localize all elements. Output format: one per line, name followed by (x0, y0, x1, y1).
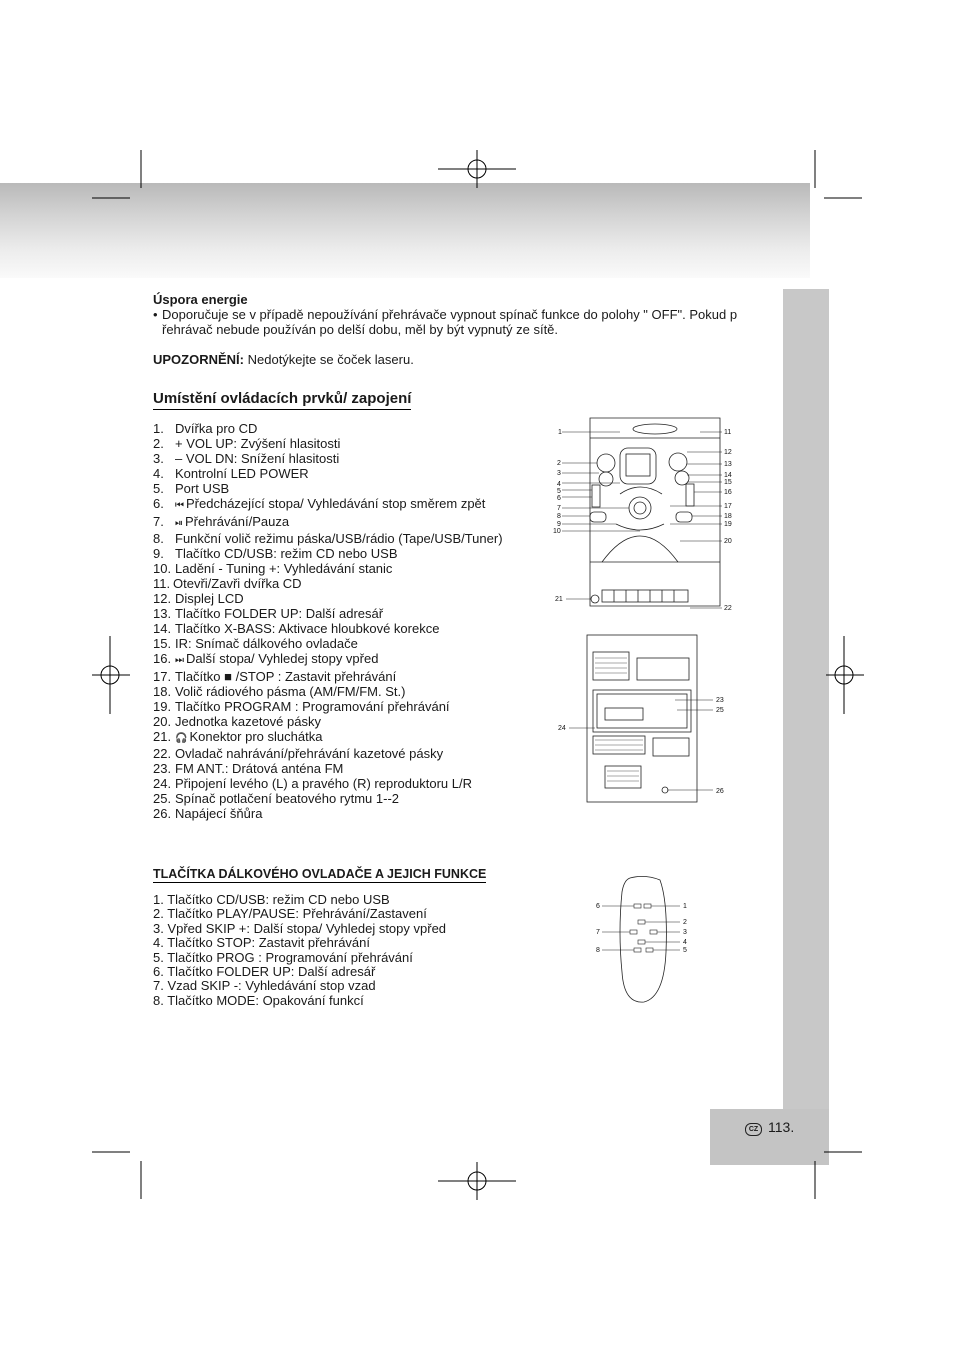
control-item-number: 1. (153, 421, 164, 436)
front-label-5: 5 (557, 488, 561, 495)
control-item-text: Spínač potlačení beatového rytmu 1--2 (175, 791, 400, 807)
control-item (153, 496, 503, 513)
remote-item: 1. Tlačítko CD/USB: režim CD nebo USB (153, 892, 390, 907)
front-label-8: 8 (557, 513, 561, 520)
control-item (153, 531, 503, 546)
front-label-7: 7 (557, 505, 561, 512)
control-item-text: Připojení levého (L) a pravého (R) reproduktoru L/R (175, 776, 472, 792)
control-item-text: Kontrolní LED POWER (175, 466, 309, 482)
control-item-text: Tlačítko PROGRAM : Programování přehrávání (175, 698, 450, 714)
control-item-text: Konektor pro sluchátka (189, 728, 323, 744)
energy-line-2: řehrávač nebude používán po delší dobu, měl by být vypnutý ze sítě. (162, 322, 559, 337)
control-item (153, 576, 503, 591)
front-label-19: 19 (724, 521, 732, 528)
front-label-18: 18 (724, 513, 732, 520)
control-item-text: Přehrávání/Pauza (185, 513, 290, 529)
control-item-text: Displej LCD (175, 591, 244, 607)
warning-text: Nedotýkejte se čoček laseru. (244, 352, 414, 367)
control-item-number: 24. (153, 776, 172, 792)
control-item-icon: ⏮ (175, 500, 182, 512)
control-item (153, 606, 503, 621)
control-item-text: Další stopa/ Vyhledej stopy vpřed (186, 651, 379, 667)
front-label-21: 21 (555, 596, 563, 603)
control-item-text: Otevři/Zavři dvířka CD (173, 575, 302, 591)
control-item (153, 546, 503, 561)
control-item-text: Napájecí šňůra (175, 806, 263, 822)
energy-line-1: Doporučuje se v případě nepoužívání přehrávače vypnout spínač funkce do polohy " OFF". Pokud p (162, 307, 738, 322)
control-item-number: 9. (153, 545, 164, 561)
control-item (153, 561, 503, 576)
control-item-text: – VOL DN: Snížení hlasitosti (175, 451, 340, 467)
control-item (153, 421, 503, 436)
remote-list (153, 893, 446, 1008)
remote-item: 4. Tlačítko STOP: Zastavit přehrávání (153, 935, 371, 951)
control-item-text: Port USB (175, 481, 230, 497)
remote-item: 6. Tlačítko FOLDER UP: Další adresář (153, 964, 376, 980)
control-item (153, 451, 503, 466)
front-label-11: 11 (724, 429, 732, 436)
control-item-text: Předcházející stopa/ Vyhledávání stop směrem zpět (186, 496, 486, 512)
control-item (153, 436, 503, 451)
control-item-text: Ovladač nahrávání/přehrávání kazetové pásky (175, 745, 444, 761)
control-item (153, 806, 503, 821)
control-item-text: + VOL UP: Zvýšení hlasitosti (175, 436, 341, 452)
control-item-text: IR: Snímač dálkového ovladače (175, 636, 358, 652)
remote-label-1: 1 (683, 903, 687, 910)
control-item (153, 591, 503, 606)
remote-title: TLAČÍTKA DÁLKOVÉHO OVLADAČE A JEJICH FUNKCE (153, 867, 487, 881)
control-item (153, 746, 503, 761)
remote-item: 5. Tlačítko PROG : Programování přehrávání (153, 949, 413, 965)
front-label-15: 15 (724, 479, 732, 486)
remote-label-7: 7 (596, 929, 600, 936)
control-item-number: 12. (153, 591, 172, 607)
front-label-14: 14 (724, 472, 732, 479)
warning-label: UPOZORNĚNÍ: (153, 352, 244, 367)
control-item (153, 651, 503, 668)
control-item-text: Volič rádiového pásma (AM/FM/FM. St.) (175, 683, 406, 699)
front-label-9: 9 (557, 521, 561, 528)
control-item (153, 514, 503, 531)
controls-list (153, 421, 503, 821)
remote-label-8: 8 (596, 947, 600, 954)
control-item (153, 729, 503, 746)
control-item-number: 6. (153, 496, 164, 512)
control-item-number: 18. (153, 683, 172, 699)
control-item (153, 636, 503, 651)
control-item-text: Tlačítko ■ /STOP : Zastavit přehrávání (175, 668, 397, 684)
control-item-text: Jednotka kazetové pásky (175, 713, 321, 729)
remote-item: 7. Vzad SKIP -: Vyhledávání stop vzad (153, 978, 376, 994)
page-number-text: 113. (768, 1119, 795, 1135)
control-item-text: FM ANT.: Drátová anténa FM (175, 761, 344, 777)
control-item (153, 466, 503, 481)
front-label-13: 13 (724, 461, 732, 468)
front-label-1: 1 (558, 429, 562, 436)
control-item-icon: ⏭ (175, 655, 182, 667)
back-label-24: 24 (558, 725, 566, 732)
front-panel-diagram (550, 412, 740, 617)
front-label-16: 16 (724, 489, 732, 496)
control-item-text: Tlačítko FOLDER UP: Další adresář (175, 606, 384, 622)
control-item-number: 5. (153, 481, 164, 497)
remote-item: 8. Tlačítko MODE: Opakování funkcí (153, 992, 364, 1008)
control-item-number: 7. (153, 513, 164, 529)
control-item-number: 23. (153, 761, 172, 777)
control-item-icon: ⏯ (175, 517, 181, 529)
control-item-number: 2. (153, 436, 164, 452)
remote-item: 3. Vpřed SKIP +: Další stopa/ Vyhledej stopy vpřed (153, 920, 447, 936)
control-item-text: Tlačítko X-BASS: Aktivace hloubkové korekce (175, 621, 440, 637)
control-item (153, 481, 503, 496)
control-item (153, 776, 503, 791)
control-item-number: 4. (153, 466, 164, 482)
control-item (153, 714, 503, 729)
remote-label-4: 4 (683, 939, 687, 946)
control-item-number: 22. (153, 745, 172, 761)
page-number (745, 1119, 794, 1136)
control-item-number: 3. (153, 451, 164, 467)
control-item-text: Funkční volič režimu páska/USB/rádio (Tape/USB/Tuner) (175, 530, 503, 546)
control-item-text: Tlačítko CD/USB: režim CD nebo USB (175, 545, 398, 561)
control-item-number: 14. (153, 621, 172, 637)
control-item (153, 791, 503, 806)
front-label-22: 22 (724, 605, 732, 612)
energy-heading: Úspora energie (153, 292, 248, 307)
control-item-number: 8. (153, 530, 164, 546)
control-item-number: 17. (153, 668, 172, 684)
back-label-26: 26 (716, 788, 724, 795)
front-label-6: 6 (557, 495, 561, 502)
control-item (153, 761, 503, 776)
control-item-number: 13. (153, 606, 172, 622)
control-item-number: 26. (153, 806, 172, 822)
back-panel-diagram (555, 630, 740, 805)
control-item (153, 684, 503, 699)
front-label-20: 20 (724, 538, 732, 545)
energy-bullet: • (153, 307, 158, 322)
control-item-number: 21. (153, 728, 172, 744)
control-item-text: Ladění - Tuning +: Vyhledávání stanic (175, 560, 393, 576)
remote-label-5: 5 (683, 947, 687, 954)
control-item (153, 621, 503, 636)
remote-diagram (590, 872, 700, 1007)
control-item-text: Dvířka pro CD (175, 421, 258, 436)
control-item-icon: 🎧 (175, 732, 186, 744)
controls-title: Umístění ovládacích prvků/ zapojení (153, 390, 411, 410)
control-item-number: 16. (153, 651, 172, 667)
front-label-4: 4 (557, 481, 561, 488)
control-item-number: 25. (153, 791, 172, 807)
remote-label-3: 3 (683, 929, 687, 936)
remote-item: 2. Tlačítko PLAY/PAUSE: Přehrávání/Zastavení (153, 906, 427, 922)
control-item-number: 11. (153, 575, 171, 591)
remote-label-6: 6 (596, 903, 600, 910)
control-item-number: 10. (153, 560, 172, 576)
control-item (153, 699, 503, 714)
language-badge: CZ (745, 1123, 762, 1136)
remote-label-2: 2 (683, 919, 687, 926)
back-label-23: 23 (716, 697, 724, 704)
laser-warning (153, 352, 414, 367)
control-item-number: 15. (153, 636, 172, 652)
control-item-number: 19. (153, 698, 172, 714)
control-item-number: 20. (153, 713, 172, 729)
front-label-17: 17 (724, 503, 732, 510)
back-label-25: 25 (716, 707, 724, 714)
front-label-3: 3 (557, 470, 561, 477)
front-label-10: 10 (553, 528, 561, 535)
front-label-12: 12 (724, 449, 732, 456)
control-item (153, 669, 503, 684)
front-label-2: 2 (557, 460, 561, 467)
